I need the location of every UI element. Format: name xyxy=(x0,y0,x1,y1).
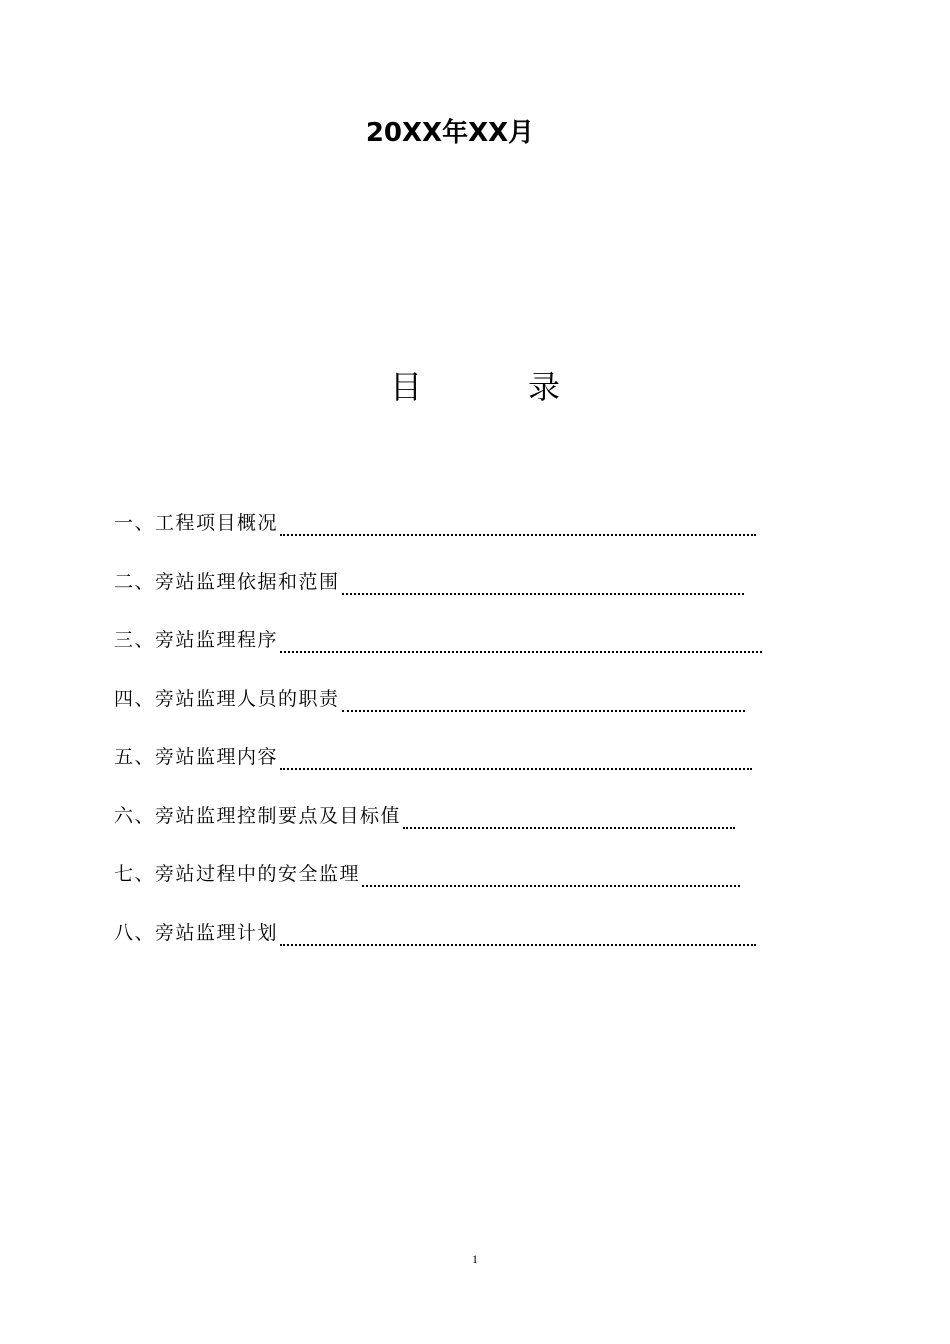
date-heading: 20XX年XX月 xyxy=(365,118,535,148)
toc-entry-label: 七、旁站过程中的安全监理 xyxy=(114,863,361,885)
toc-entry[interactable] xyxy=(114,803,814,862)
toc-dot-leader xyxy=(403,801,735,829)
toc-entry-label: 二、旁站监理依据和范围 xyxy=(114,570,340,593)
toc-entry-label: 八、旁站监理计划 xyxy=(114,921,279,944)
toc-entry[interactable] xyxy=(114,686,814,745)
toc-entry-label: 四、旁站监理人员的职责 xyxy=(114,687,340,710)
toc-entry-label: 三、旁站监理程序 xyxy=(114,629,279,651)
toc-entry[interactable] xyxy=(114,510,814,569)
toc-dot-leader xyxy=(362,859,740,887)
toc-entry[interactable] xyxy=(114,861,814,920)
toc-entry-label: 五、旁站监理内容 xyxy=(114,746,279,768)
toc-title-char-1: 目 xyxy=(390,368,423,406)
toc-dot-leader xyxy=(280,918,756,946)
toc-dot-leader xyxy=(342,567,744,595)
toc-entry-label: 六、旁站监理控制要点及目标值 xyxy=(114,804,402,827)
toc-title-char-2: 录 xyxy=(528,368,561,406)
toc-entry[interactable] xyxy=(114,744,814,803)
toc-entry[interactable] xyxy=(114,627,814,686)
toc-dot-leader xyxy=(280,625,762,653)
toc-entry-label: 一、工程项目概况 xyxy=(114,512,279,534)
toc-title xyxy=(0,362,950,406)
toc-dot-leader xyxy=(280,742,752,770)
toc-entry[interactable] xyxy=(114,569,814,628)
table-of-contents xyxy=(114,510,814,978)
toc-dot-leader xyxy=(342,684,745,712)
toc-entry[interactable] xyxy=(114,920,814,979)
page-number: 1 xyxy=(472,1252,478,1266)
toc-dot-leader xyxy=(280,508,756,536)
